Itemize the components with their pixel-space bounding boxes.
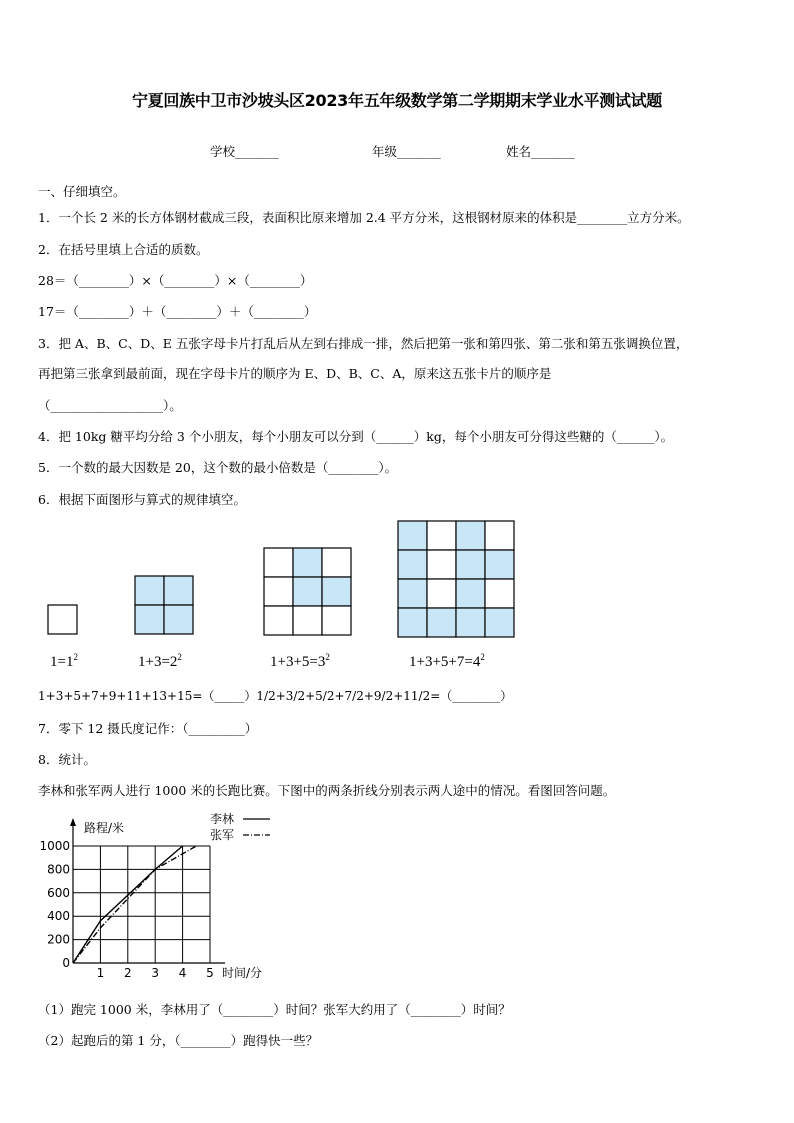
grid-cell bbox=[264, 606, 293, 635]
grade-field: 年级_______ bbox=[372, 144, 441, 159]
x-tick-label: 5 bbox=[206, 966, 214, 980]
question-3-answer: （__________________）。 bbox=[38, 398, 182, 413]
y-tick-label: 1000 bbox=[39, 839, 70, 853]
section-heading: 一、仔细填空。 bbox=[38, 184, 126, 199]
square-pattern-figure bbox=[0, 510, 794, 690]
grid-cell bbox=[264, 548, 293, 577]
grid-cell bbox=[485, 550, 514, 579]
grid-cell bbox=[293, 606, 322, 635]
x-tick-label: 1 bbox=[96, 966, 105, 980]
grid-cell bbox=[427, 608, 456, 637]
figure-label-2: $1+3=2^2$ bbox=[138, 652, 182, 670]
grid-cell bbox=[293, 548, 322, 577]
question-3-line1: 3．把 A、B、C、D、E 五张字母卡片打乱后从左到右排成一排，然后把第一张和第四张、第二张和第五张调换位置， bbox=[38, 336, 689, 351]
question-8-1: （1）跑完 1000 米，李林用了（________）时间？张军大约用了（________）时间？ bbox=[38, 1002, 511, 1017]
square-figure-2 bbox=[135, 576, 193, 634]
question-2a: 28＝（________）×（________）×（________） bbox=[38, 273, 313, 288]
question-5: 5．一个数的最大因数是 20，这个数的最小倍数是（________）。 bbox=[38, 460, 398, 475]
x-axis-label: 时间/分 bbox=[222, 966, 263, 980]
grid-cell bbox=[485, 521, 514, 550]
grid-cell bbox=[322, 548, 351, 577]
square-figure-3 bbox=[264, 548, 351, 635]
grid-cell bbox=[427, 579, 456, 608]
grid-cell bbox=[164, 605, 193, 634]
grid-cell bbox=[322, 606, 351, 635]
grid-cell bbox=[456, 579, 485, 608]
school-field: 学校_______ bbox=[210, 144, 279, 159]
y-tick-label: 800 bbox=[47, 862, 70, 877]
x-tick-label: 4 bbox=[178, 966, 187, 980]
grid-cell bbox=[398, 608, 427, 637]
grid-cell bbox=[322, 577, 351, 606]
x-tick-label: 2 bbox=[123, 966, 132, 980]
question-6-blanks: 1+3+5+7+9+11+13+15=（_____）1/2+3/2+5/2+7/2+9/2+11/2=（________） bbox=[38, 689, 513, 703]
page-title: 宁夏回族中卫市沙坡头区2023年五年级数学第二学期期末学业水平测试试题 bbox=[131, 91, 663, 110]
question-6: 6．根据下面图形与算式的规律填空。 bbox=[38, 492, 246, 507]
grid-cell bbox=[293, 577, 322, 606]
y-tick-label: 600 bbox=[47, 885, 70, 900]
grid-cell bbox=[456, 521, 485, 550]
grid-cell bbox=[485, 579, 514, 608]
question-8-intro: 李林和张军两人进行 1000 米的长跑比赛。下图中的两条折线分别表示两人途中的情况。看图回答问题。 bbox=[38, 783, 616, 798]
grid-cell bbox=[427, 521, 456, 550]
grid-cell bbox=[427, 550, 456, 579]
grid-cell bbox=[398, 550, 427, 579]
figure-label-4: $1+3+5+7=4^2$ bbox=[409, 652, 485, 670]
grid-cell bbox=[135, 576, 164, 605]
question-2b: 17＝（________）＋（________）＋（________） bbox=[38, 304, 317, 319]
y-axis-arrow bbox=[70, 818, 76, 826]
question-4: 4．把 10kg 糖平均分给 3 个小朋友，每个小朋友可以分到（______）kg，每个小朋友可分得这些糖的（______）。 bbox=[38, 429, 674, 444]
grid-cell bbox=[48, 605, 77, 634]
series-line-2 bbox=[73, 846, 196, 963]
figure-label-1: $1=1^2$ bbox=[50, 652, 78, 670]
grid-cell bbox=[135, 605, 164, 634]
y-tick-label: 400 bbox=[47, 909, 70, 924]
grid-cell bbox=[456, 550, 485, 579]
y-tick-label: 200 bbox=[47, 932, 70, 947]
y-axis-label: 路程/米 bbox=[84, 821, 125, 835]
distance-time-chart bbox=[30, 808, 290, 988]
question-2: 2．在括号里填上合适的质数。 bbox=[38, 242, 209, 257]
question-8: 8．统计。 bbox=[38, 752, 96, 767]
figure-label-3: $1+3+5=3^2$ bbox=[270, 652, 330, 670]
grid-cell bbox=[398, 521, 427, 550]
square-figure-4 bbox=[398, 521, 514, 637]
legend-label-2: 张军 bbox=[210, 828, 235, 842]
square-figure-1 bbox=[48, 605, 77, 634]
grid-cell bbox=[398, 579, 427, 608]
question-3-line2: 再把第三张拿到最前面，现在字母卡片的顺序为 E、D、B、C、A，原来这五张卡片的顺序是 bbox=[38, 366, 552, 381]
question-7: 7．零下 12 摄氏度记作：（_________） bbox=[38, 721, 258, 736]
question-8-2: （2）起跑后的第 1 分，（________）跑得快一些？ bbox=[38, 1033, 319, 1048]
grid-cell bbox=[485, 608, 514, 637]
name-field: 姓名_______ bbox=[506, 144, 575, 159]
grid-cell bbox=[164, 576, 193, 605]
grid-cell bbox=[456, 608, 485, 637]
legend-label-1: 李林 bbox=[210, 812, 235, 826]
y-tick-label: 0 bbox=[62, 956, 70, 970]
x-tick-label: 3 bbox=[151, 966, 160, 980]
grid-cell bbox=[264, 577, 293, 606]
question-1: 1．一个长 2 米的长方体钢材截成三段，表面积比原来增加 2.4 平方分米，这根钢材原来的体积是________立方分米。 bbox=[38, 210, 690, 225]
